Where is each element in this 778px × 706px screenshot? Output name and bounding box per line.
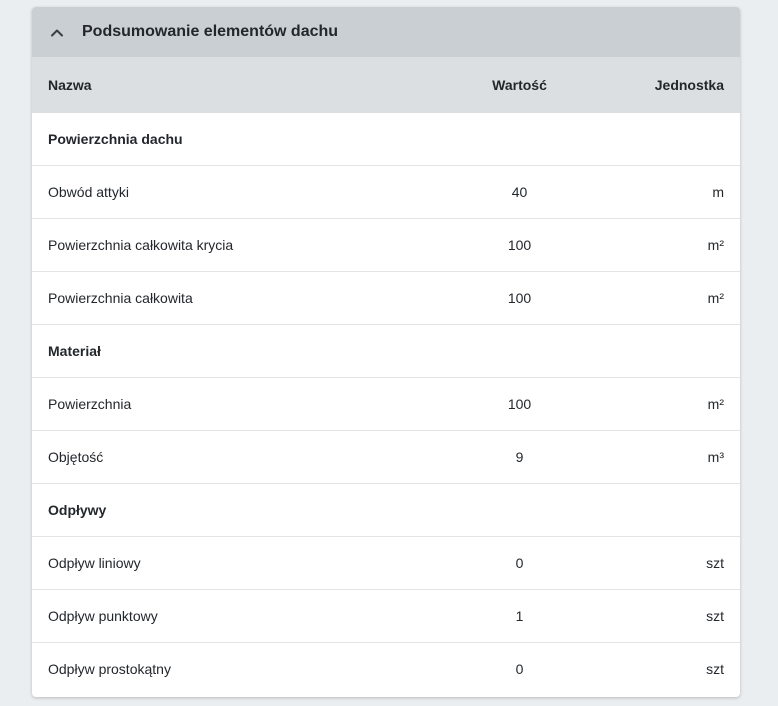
- row-unit: m²: [601, 219, 740, 272]
- table-row: [32, 643, 740, 696]
- row-name: Odpływ punktowy: [32, 590, 438, 643]
- row-value: 100: [438, 219, 601, 272]
- panel-header[interactable]: [32, 7, 740, 57]
- table-row: [32, 166, 740, 219]
- row-value: 0: [515, 661, 524, 677]
- row-name: Obwód attyki: [32, 166, 438, 219]
- row-name: Odpływ liniowy: [32, 537, 438, 590]
- roof-summary-panel: [32, 7, 740, 697]
- column-header-unit: Jednostka: [654, 77, 724, 93]
- row-unit: m: [601, 166, 740, 219]
- table-row: [32, 537, 740, 590]
- row-value: 0: [438, 537, 601, 590]
- row-unit: m³: [601, 431, 740, 484]
- table-row: [32, 431, 740, 484]
- section-row-drains: [32, 484, 740, 537]
- row-value: 100: [438, 272, 601, 325]
- table-header-row: [32, 57, 740, 113]
- row-value: 40: [438, 166, 601, 219]
- row-name: Powierzchnia całkowita: [32, 272, 438, 325]
- section-title: Powierzchnia dachu: [32, 113, 740, 166]
- chevron-up-icon[interactable]: [32, 7, 82, 57]
- panel-title: Podsumowanie elementów dachu: [82, 23, 339, 40]
- row-unit: m²: [601, 378, 740, 431]
- section-title: Odpływy: [32, 484, 740, 537]
- row-unit: m²: [601, 272, 740, 325]
- row-unit: szt: [706, 661, 724, 677]
- row-name: Odpływ prostokątny: [48, 661, 171, 677]
- row-value: 1: [438, 590, 601, 643]
- section-row-material: [32, 325, 740, 378]
- column-header-name: Nazwa: [48, 77, 92, 93]
- row-value: 100: [438, 378, 601, 431]
- section-row-roof-area: [32, 113, 740, 166]
- table-row: [32, 378, 740, 431]
- row-unit: szt: [601, 537, 740, 590]
- row-value: 9: [438, 431, 601, 484]
- table-row: [32, 219, 740, 272]
- section-title: Materiał: [32, 325, 740, 378]
- row-name: Powierzchnia: [32, 378, 438, 431]
- table-row: [32, 272, 740, 325]
- table-row: [32, 590, 740, 643]
- row-name: Objętość: [32, 431, 438, 484]
- column-header-value: Wartość: [492, 77, 547, 93]
- row-unit: szt: [601, 590, 740, 643]
- summary-table: [32, 57, 740, 695]
- row-name: Powierzchnia całkowita krycia: [32, 219, 438, 272]
